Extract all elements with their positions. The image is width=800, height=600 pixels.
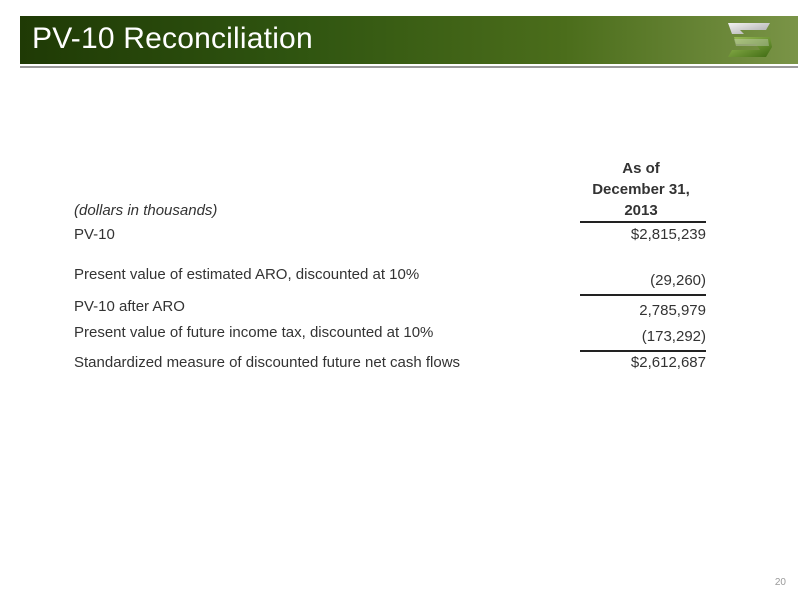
column-header-line-2: December 31, xyxy=(592,181,690,198)
aro-underline xyxy=(580,294,706,296)
row-income-tax-label: Present value of future income tax, discounted at 10% xyxy=(74,324,434,341)
column-header-line-3: 2013 xyxy=(624,202,658,219)
header-underline xyxy=(580,221,706,223)
row-aro-label: Present value of estimated ARO, discounted at 10% xyxy=(74,266,420,283)
row-income-tax-value: (173,292) xyxy=(641,328,706,345)
row-pv10-after-aro-value: 2,785,979 xyxy=(639,302,706,319)
row-standardized-measure-label: Standardized measure of discounted future net cash flows xyxy=(74,354,461,371)
row-pv10-after-aro-label: PV-10 after ARO xyxy=(74,298,185,315)
slide-title: PV-10 Reconciliation xyxy=(32,22,313,55)
row-pv10-value: $2,815,239 xyxy=(630,226,706,243)
page-number: 20 xyxy=(774,577,786,588)
units-label: (dollars in thousands) xyxy=(74,202,218,219)
row-standardized-measure-value: $2,612,687 xyxy=(630,354,706,371)
income-tax-underline xyxy=(580,350,706,352)
row-pv10-label: PV-10 xyxy=(74,226,115,243)
row-aro-value: (29,260) xyxy=(650,272,706,289)
column-header-line-1: As of xyxy=(622,160,660,177)
